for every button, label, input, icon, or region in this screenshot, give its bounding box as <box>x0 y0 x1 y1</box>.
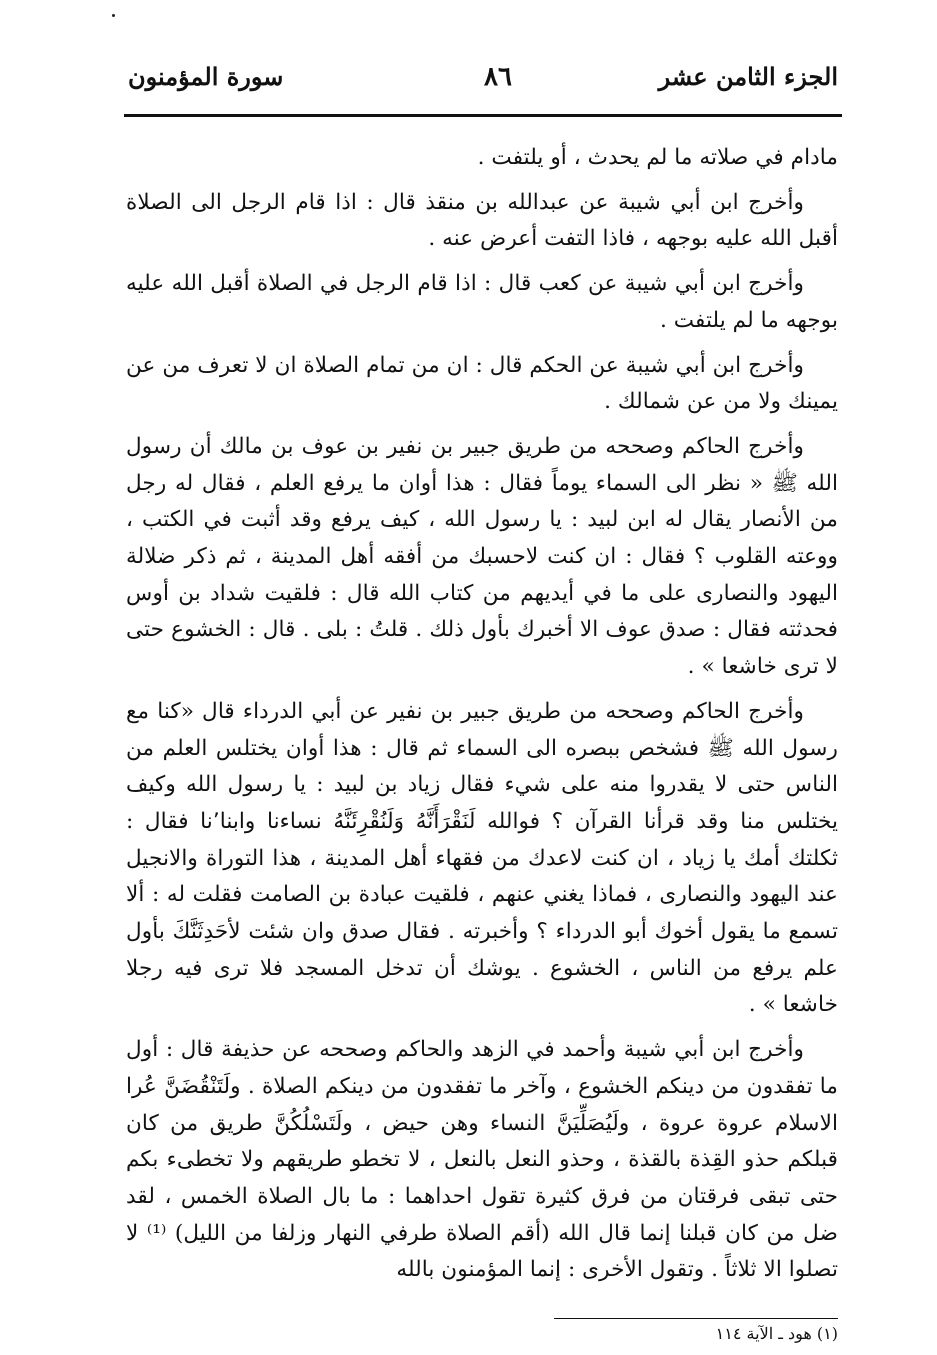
header-rule <box>124 114 842 117</box>
footnote-rule <box>554 1318 838 1319</box>
paragraph: وأخرج الحاكم وصححه من طريق جبير بن نفير عن أبي الدرداء قال «كنا مع رسول الله ﷺ فشخص ببصره الى السماء ثم قال : هذا أوان يختلس العلم من الناس حتى لا يقدروا منه على شيء فقال زياد بن لبيد : يا رسول الله وكيف يختلس منا وقد قرأنا القرآن ؟ فوالله لَنَقْرَأَنَّهُ وَلَنُقْرِئَنَّهُ نساءنا وابنا٬نا فقال : ثكلتك أمك يا زياد ، ان كنت لاعدك من فقهاء أهل المدينة ، هذا التوراة والانجيل عند اليهود والنصارى ، فماذا يغني عنهم ، فلقيت عبادة بن الصامت فقلت له : ألا تسمع ما يقول أخوك أبو الدرداء ؟ وأخبرته . فقال صدق وان شئت لأحَدِثَنَّكَ بأول علم يرفع من الناس ، الخشوع . يوشك أن تدخل المسجد فلا ترى فيه رجلا خاشعا » . <box>126 698 838 1018</box>
paragraph: مادام في صلاته ما لم يحدث ، أو يلتفت . <box>477 145 838 170</box>
page-number: ٨٦ <box>484 62 512 92</box>
paragraph: وأخرج ابن أبي شيبة عن كعب قال : اذا قام الرجل في الصلاة أقبل الله عليه بوجهه ما لم يلتفت . <box>126 271 838 333</box>
body-text <box>126 140 838 1297</box>
paragraph: وأخرج الحاكم وصححه من طريق جبير بن نفير بن عوف بن مالك أن رسول الله ﷺ « نظر الى السماء يوماً فقال : هذا أوان ما يرفع العلم ، فقال له رجل من الأنصار يقال له ابن لبيد : يا رسول الله ، كيف يرفع وقد أثبت في الكتب ، ووعته القلوب ؟ فقال : ان كنت لاحسبك من أفقه أهل المدينة ، ثم ذكر ضلالة اليهود والنصارى على ما في أيديهم من كتاب الله قال : فلقيت شداد بن أوس فحدثته فقال : صدق عوف الا أخبرك بأول ذلك . قلتُ : بلى . قال : الخشوع حتى لا ترى خاشعا » . <box>126 433 838 680</box>
paragraph: وأخرج ابن أبي شيبة عن عبدالله بن منقذ قال : اذا قام الرجل الى الصلاة أقبل الله عليه بوجهه ، فاذا التفت أعرض عنه . <box>126 189 838 252</box>
footnote: (١) هود ـ الآية ١١٤ <box>715 1324 838 1343</box>
scan-speck <box>112 14 115 17</box>
running-header <box>128 62 838 102</box>
surah-title: سورة المؤمنون <box>128 62 284 91</box>
paragraph: وأخرج ابن أبي شيبة وأحمد في الزهد والحاكم وصححه عن حذيفة قال : أول ما تفقدون من دينكم الخشوع ، وآخر ما تفقدون من دينكم الصلاة . ولَتَنْقُضَنَّ عُرا الاسلام عروة عروة ، ولَيُصَلِّيَنَّ النساء وهن حيض ، ولَتَسْلُكُنَّ طريق من كان قبلكم حذو القِذة بالقذة ، وحذو النعل بالنعل ، لا تخطو طريقهم ولا تخطىء بكم حتى تبقى فرقتان من فرق كثيرة تقول احداهما : ما بال الصلاة الخمس ، لقد ضل من كان قبلنا إنما قال الله (أقم الصلاة طرفي النهار وزلفا من الليل) ⁽¹⁾ لا تصلوا الا ثلاثاً . وتقول الأخرى : إنما المؤمنون بالله <box>126 1037 839 1283</box>
part-title: الجزء الثامن عشر <box>658 62 838 91</box>
paragraph: وأخرج ابن أبي شيبة عن الحكم قال : ان من تمام الصلاة ان لا تعرف من عن يمينك ولا من عن شمالك . <box>126 352 838 415</box>
